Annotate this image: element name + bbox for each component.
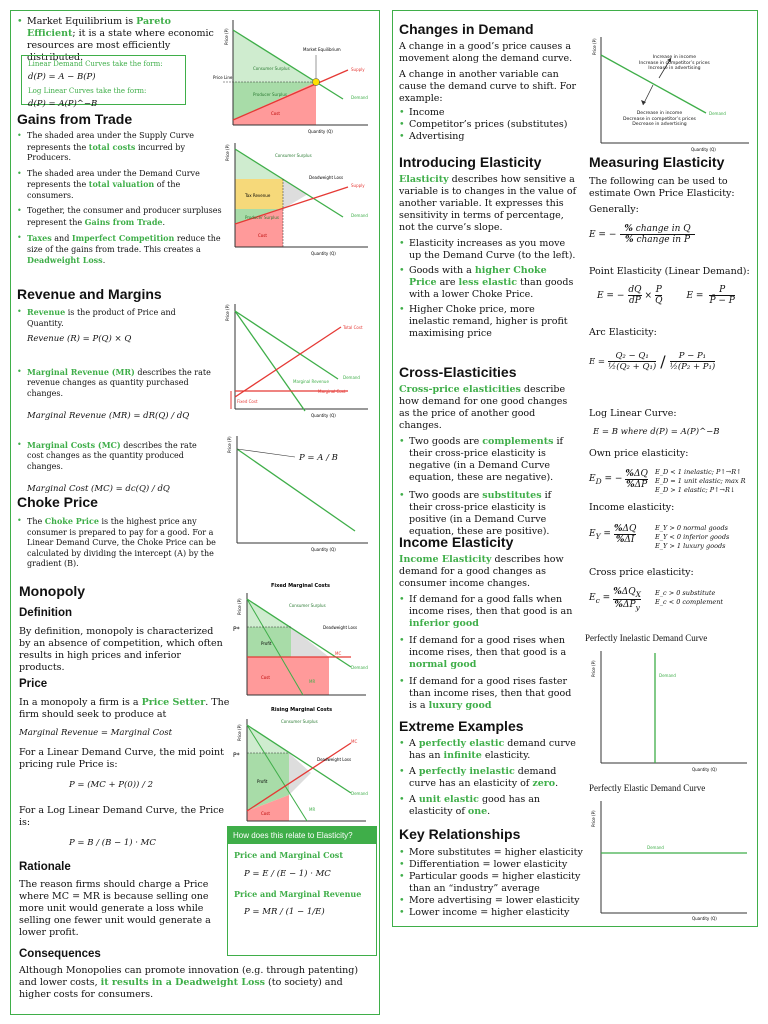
price-axis-label: Price (P) xyxy=(237,598,242,615)
price-axis-label: Price (P) xyxy=(225,304,230,321)
cross-text: Cross-price elasticities describe how demand for one good changes as the price of another good changes. • Two goods are complements if their cross-price elasticity is negative (in a Demand Curve equation, these are negative). • Two goods are substitutes if their cross-price elasticity is positive (in a Demand Curve equation, these are positive). xyxy=(399,384,577,541)
own-notes: E_D < 1 inelastic; P↑→R↑ E_D = 1 unit elastic; max R E_D > 1 elastic; P↑→R↓ xyxy=(655,468,746,494)
revenue-bullets: • Revenue is the product of Price and Quantity. Revenue (R) = P(Q) × Q • Marginal Revenue (MR) describes the rate revenue changes as quantity purchased changes. Marginal Revenue (MR) = dR(Q) / dQ • Marginal Costs (MC) describes the rate cost changes as the quantity produced changes. Marginal Cost (MC) = dc(Q) / dQ xyxy=(17,307,213,498)
producer-surplus-label: Producer Surplus xyxy=(245,215,279,220)
point-formula: E = − dQ × P E = P dP Q P̄ − P xyxy=(597,285,735,306)
demand-label: Demand xyxy=(351,665,368,670)
income-title: Income Elasticity xyxy=(399,534,514,550)
price-title: Price xyxy=(19,678,48,690)
revenue-title: Revenue and Margins xyxy=(17,286,162,302)
own-label: Own price elasticity: xyxy=(589,448,689,459)
rationale-title: Rationale xyxy=(19,861,71,873)
demand-label: Demand xyxy=(343,375,360,380)
perfectly-elastic-chart xyxy=(587,797,752,922)
equilibrium-text: • Market Equilibrium is Pareto Efficient; it is a state where economic resources are most efficiently distributed. xyxy=(17,16,217,67)
rationale-text: The reason firms should charge a Price where MC = MR is because selling one more unit would generate a loss while selling one fewer unit would generate a lower profit. xyxy=(19,879,211,938)
changes-title: Changes in Demand xyxy=(399,21,534,37)
consumer-surplus-label: Consumer Surplus xyxy=(253,66,290,71)
left-column xyxy=(10,10,380,1015)
demand-label: Demand xyxy=(351,791,368,796)
pstar-label: P* xyxy=(233,626,240,633)
monopoly-title: Monopoly xyxy=(19,583,86,599)
cost-label: Cost xyxy=(261,811,270,816)
tax-revenue-label: Tax Revenue xyxy=(245,193,271,198)
general-formula: E = − % change in Q % change in P xyxy=(589,224,709,245)
gains-chart xyxy=(223,139,373,257)
consequences-title: Consequences xyxy=(19,948,101,960)
point-label: Point Elasticity (Linear Demand): xyxy=(589,266,750,277)
choke-title: Choke Price xyxy=(17,494,98,510)
deadweight-loss-label: Deadweight Loss xyxy=(323,625,358,630)
income-formula: $E_Y$ = %ΔQ %ΔI xyxy=(589,524,637,545)
intro-title: Introducing Elasticity xyxy=(399,154,542,170)
deadweight-loss-label: Deadweight Loss xyxy=(309,175,344,180)
quantity-axis-label: Quantity (Q) xyxy=(691,147,716,152)
choke-formula: P = A / B xyxy=(299,453,338,463)
right-column xyxy=(392,10,758,927)
supply-label: Supply xyxy=(351,183,365,188)
price-axis-label: Price (P) xyxy=(237,724,242,741)
cost-label: Cost xyxy=(271,111,280,116)
gains-bullets: • The shaded area under the Supply Curve represents the total costs incurred by Producers. • The shaded area under the Demand Curve represents the total valuation of the consumers. • Together, the consumer and producer surpluses represent the Gains from Trade. • Taxes and Imperfect Competition reduce the size of the gains from trade. This creates a Deadweight Loss. xyxy=(17,131,222,270)
mc-label: MC xyxy=(335,651,342,656)
equilibrium-chart xyxy=(213,15,373,135)
profit-label: Profit xyxy=(261,641,272,646)
income-notes: E_Y > 0 normal goods E_Y < 0 inferior goods E_Y > 1 luxury goods xyxy=(655,524,730,550)
choke-bullets: • The Choke Price is the highest price any consumer is prepared to pay for a good. For a Linear Demand Curve, the Choke Price can be calculated by dividing the intercept (A) by the gradient (B). xyxy=(17,516,222,573)
market-equilibrium-label: Market Equilibrium xyxy=(303,47,341,52)
perfectly-elastic-title: Perfectly Elastic Demand Curve xyxy=(589,783,706,793)
mc-label: MC xyxy=(351,739,358,744)
price-mc-formula: P = E / (E − 1) · MC xyxy=(244,868,331,879)
definition-text: By definition, monopoly is characterized by an absence of competition, which often results in high prices and inferior products. xyxy=(19,626,223,673)
mr-label: MR xyxy=(309,679,316,684)
cost-label: Cost xyxy=(258,233,267,238)
choke-chart xyxy=(223,431,373,551)
producer-surplus-label: Producer Surplus xyxy=(253,92,287,97)
keyrel-title: Key Relationships xyxy=(399,826,521,842)
income-text: Income Elasticity describes how demand for a good changes as consumer income changes. • If demand for a good falls when income rises, then that good is an inferior good • If demand for a good rises when income rises, then that good is a normal good • If demand for a good rises faster than income rises, then that good is a luxury good xyxy=(399,554,577,715)
deadweight-loss-label: Deadweight Loss xyxy=(317,757,352,762)
fixed-mc-title: Fixed Marginal Costs xyxy=(271,583,331,589)
gains-title: Gains from Trade xyxy=(17,111,133,127)
intro-text: Elasticity describes how sensitive a variable is to changes in the value of another variable. It expresses this sensitivity in terms of percentage, not the curve’s slope. • Elasticity increases as you move up the Demand Curve (to the left). • Goods with a higher Choke Price are less elastic than goods with a lower Choke Price. • Higher Choke price, more inelastic remand, higher is profit maximising price xyxy=(399,174,577,343)
quantity-axis-label: Quantity (Q) xyxy=(308,129,333,134)
cost-label: Cost xyxy=(261,675,270,680)
mr-label: MR xyxy=(309,807,316,812)
loglinear-formula: E = B where d(P) = A(P)^−B xyxy=(593,427,720,437)
income-elasticity-label: Income elasticity: xyxy=(589,502,675,513)
demand-shift-chart xyxy=(591,33,753,153)
revenue-chart xyxy=(223,299,373,419)
measuring-intro: The following can be used to estimate Own Price Elasticity: xyxy=(589,176,735,199)
price-text: In a monopoly a firm is a Price Setter. The firm should seek to produce at Marginal Revenue = Marginal Cost For a Linear Demand Curve, the mid point pricing rule Price is: P = (MC + P(0)) / 2 For a Log Linear Demand Curve, the Price is: P = B / (B − 1) · MC xyxy=(19,697,230,848)
fixed-cost-label: Fixed Cost xyxy=(237,399,258,404)
changes-text: A change in a good’s price causes a movement along the demand curve. A change in another variable can cause the demand curve to shift. For example: • Income • Competitor’s prices (substitutes) • Advertising xyxy=(399,41,579,143)
price-marginal-cost-subtitle: Price and Marginal Cost xyxy=(234,850,344,860)
quantity-axis-label: Quantity (Q) xyxy=(311,547,336,552)
demand-label: Demand xyxy=(647,845,664,850)
rising-mc-title: Rising Marginal Costs xyxy=(271,707,333,713)
cross-title: Cross-Elasticities xyxy=(399,364,517,380)
measuring-title: Measuring Elasticity xyxy=(589,154,725,170)
pstar-label: P* xyxy=(233,752,240,759)
consumer-surplus-label: Consumer Surplus xyxy=(289,603,326,608)
consequences-text: Although Monopolies can promote innovation (e.g. through patenting) and lower costs, it results in a Deadweight Loss (to society) and higher costs for consumers. xyxy=(19,965,359,1000)
price-axis-label: Price (P) xyxy=(591,660,596,677)
loglinear-label: Log Linear Curve: xyxy=(589,408,677,419)
cross-formula: $E_c$ = $\%\Delta Q_X$ $\%\Delta P_y$ xyxy=(589,587,641,612)
price-axis-label: Price (P) xyxy=(592,38,597,55)
perfectly-inelastic-chart xyxy=(587,647,752,773)
price-axis-label: Price (P) xyxy=(227,436,232,453)
quantity-axis-label: Quantity (Q) xyxy=(692,916,717,921)
supply-label: Supply xyxy=(351,67,365,72)
elasticity-relation-header: How does this relate to Elasticity? xyxy=(228,827,376,844)
quantity-axis-label: Quantity (Q) xyxy=(311,251,336,256)
fixed-mc-chart xyxy=(231,579,371,701)
cross-price-label: Cross price elasticity: xyxy=(589,567,694,578)
arc-formula: E = Q₂ − Q₁ / P − P₁ ½(Q₂ + Q₁) ½(P₂ + P₁) xyxy=(589,351,716,372)
price-axis-label: Price (P) xyxy=(225,144,230,161)
consumer-surplus-label: Consumer Surplus xyxy=(281,719,318,724)
extreme-title: Extreme Examples xyxy=(399,718,524,734)
arc-label: Arc Elasticity: xyxy=(589,327,657,338)
curves-box: Linear Demand Curves take the form: d(P) = A − B(P) Log Linear Curves take the form: d(P) = A(P)^−B xyxy=(21,55,186,105)
cross-notes: E_c > 0 substitute E_c < 0 complement xyxy=(655,589,724,606)
demand-label: Demand xyxy=(659,673,676,678)
price-marginal-revenue-subtitle: Price and Marginal Revenue xyxy=(234,888,362,899)
rising-mc-chart xyxy=(231,703,371,828)
generally-label: Generally: xyxy=(589,204,639,215)
total-cost-label: Total Cost xyxy=(343,325,363,330)
keyrel-list: • More substitutes = higher elasticity • Differentiation = lower elasticity • Particular goods = higher elasticity than an “industry” average • More advertising = lower elasticity • Lower income = higher elasticity xyxy=(399,847,589,919)
price-axis-label: Price (P) xyxy=(224,28,229,45)
increase-label: Increase in income Increase in competitor’s prices Increase in advertising xyxy=(639,55,710,71)
price-line-label: Price Line xyxy=(213,75,233,80)
marginal-cost-label: Marginal Cost xyxy=(318,389,346,394)
extreme-text: • A perfectly elastic demand curve has an infinite elasticity. • A perfectly inelastic demand curve has an elasticity of zero. • A unit elastic good has an elasticity of one. xyxy=(399,738,577,821)
demand-label: Demand xyxy=(709,111,726,116)
consumer-surplus-label: Consumer Surplus xyxy=(275,153,312,158)
price-axis-label: Price (P) xyxy=(591,810,596,827)
demand-label: Demand xyxy=(351,95,368,100)
quantity-axis-label: Quantity (Q) xyxy=(692,767,717,772)
perfectly-inelastic-title: Perfectly Inelastic Demand Curve xyxy=(585,633,708,643)
decrease-label: Decrease in income Decrease in competitor’s prices Decrease in advertising xyxy=(623,111,696,127)
demand-label: Demand xyxy=(351,213,368,218)
definition-title: Definition xyxy=(19,607,73,619)
elasticity-relation-box xyxy=(227,826,377,956)
own-formula: $E_D$ = − %ΔQ %ΔP xyxy=(589,469,648,490)
marginal-revenue-label: Marginal Revenue xyxy=(293,379,329,384)
quantity-axis-label: Quantity (Q) xyxy=(311,413,336,418)
profit-label: Profit xyxy=(257,779,268,784)
price-mr-formula: P = MR / (1 − 1/E) xyxy=(244,907,325,917)
